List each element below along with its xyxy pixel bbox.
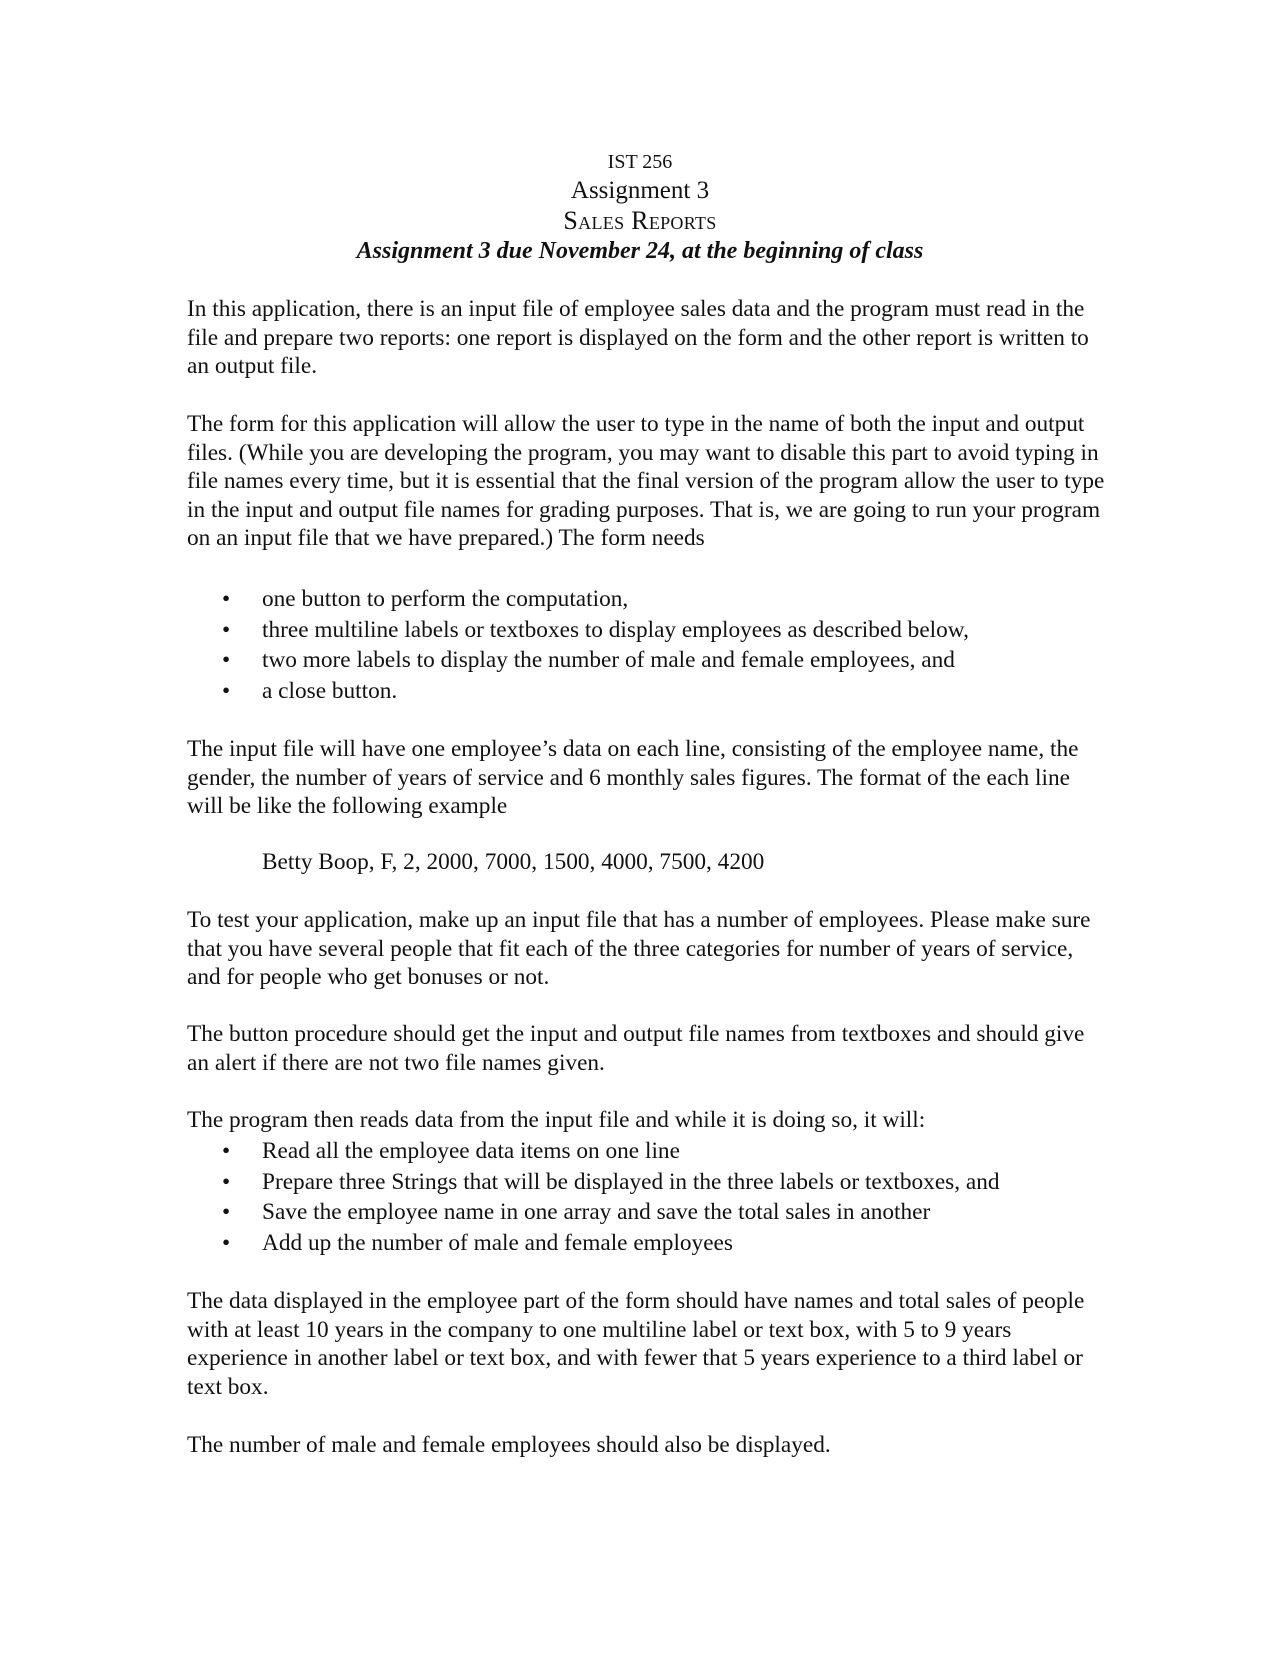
course-code: IST 256 bbox=[607, 151, 673, 173]
example-line: Betty Boop, F, 2, 2000, 7000, 1500, 4000, 7500, 4200 bbox=[262, 849, 765, 875]
bullet-icon: • bbox=[222, 647, 231, 674]
program-steps-list bbox=[187, 1136, 1107, 1258]
document-title: Sales Reports bbox=[563, 206, 717, 235]
program-reads-paragraph: The program then reads data from the input file and while it is doing so, it will: bbox=[187, 1107, 926, 1133]
bullet-icon: • bbox=[222, 677, 231, 704]
bullet-icon: • bbox=[222, 586, 231, 612]
list-item: • two more labels to display the number of male and female employees, and bbox=[187, 645, 1107, 676]
bullet-icon: • bbox=[222, 616, 231, 643]
bullet-icon: • bbox=[222, 1199, 231, 1226]
bullet-icon: • bbox=[222, 1168, 231, 1195]
list-item: • three multiline labels or textboxes to display employees as described below, bbox=[187, 615, 1107, 646]
list-item: • one button to perform the computation, bbox=[187, 584, 1107, 615]
counts-paragraph: The number of male and female employees should also be displayed. bbox=[187, 1432, 831, 1458]
list-item: • Save the employee name in one array and save the total sales in another bbox=[187, 1197, 1107, 1228]
list-item: • Read all the employee data items on one line bbox=[187, 1136, 1107, 1167]
bullet-icon: • bbox=[222, 1229, 231, 1256]
form-paragraph: The form for this application will allow the user to type in the name of both the input and output files. (While you are developing the program, you may want to disable this part to avoid typing in file names every time, but it is essential that the final version of the program allow the user to type in the input and output file names for grading purposes. That is, we are going to run your program on an input file that we have prepared.) The form needs bbox=[187, 411, 1105, 552]
assignment-number: Assignment 3 bbox=[570, 177, 710, 204]
button-procedure-paragraph: The button procedure should get the input and output file names from textboxes and should give an alert if there are not two file names given. bbox=[187, 1021, 1085, 1076]
test-paragraph: To test your application, make up an input file that has a number of employees. Please make sure that you have several people that fit each of the three categories for number of years of service, and for people who get bonuses or not. bbox=[187, 907, 1091, 991]
input-file-paragraph: The input file will have one employee’s data on each line, consisting of the employee name, the gender, the number of years of service and 6 monthly sales figures. The format of the each line will be like the following example bbox=[187, 736, 1079, 820]
due-date-line: Assignment 3 due November 24, at the beginning of class bbox=[356, 238, 924, 264]
list-item: • Prepare three Strings that will be displayed in the three labels or textboxes, and bbox=[187, 1167, 1107, 1198]
list-item: • Add up the number of male and female employees bbox=[187, 1228, 1107, 1259]
display-paragraph: The data displayed in the employee part of the form should have names and total sales of people with at least 10 years in the company to one multiline label or text box, with 5 to 9 years experience in another label or text box, and with fewer that 5 years experience to a third label or text box. bbox=[187, 1288, 1085, 1400]
list-item: • a close button. bbox=[187, 676, 1107, 707]
form-needs-list bbox=[187, 584, 1107, 706]
bullet-icon: • bbox=[222, 1138, 231, 1164]
intro-paragraph: In this application, there is an input file of employee sales data and the program must read in the file and prepare two reports: one report is displayed on the form and the other report is written to an output file. bbox=[187, 296, 1089, 380]
